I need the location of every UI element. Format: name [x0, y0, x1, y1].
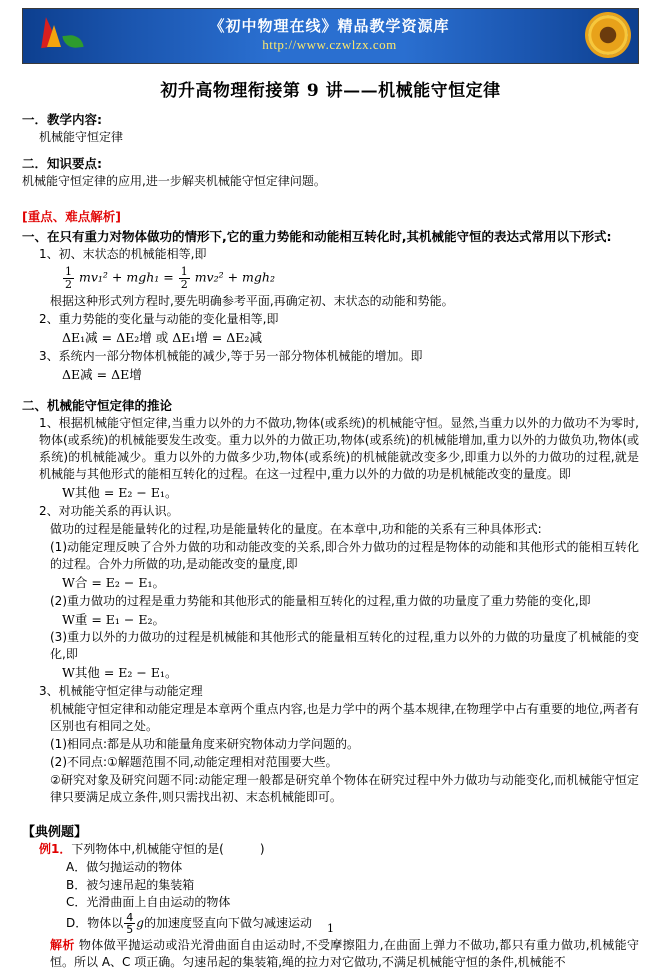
keypoint-2-p4: (1)动能定理反映了合外力做的功和动能改变的关系,即合外力做功的过程是物体的动能和其他形式的能相互转化的过程。合外力所做的功,是动能改变的量度,即	[50, 539, 639, 571]
keypoint-2-p1: 1、根据机械能守恒定律,当重力以外的力不做功,物体(或系统)的机械能守恒。显然,当重力以外的力做功不为零时,物体(或系统)的机械能要发生改变。重力以外的力做正功,物体(或系统)的机械能增加,重力以外的力做负功,物体(或系统)的机械能减少。重力以外的力做多少功,物体(或系统)的机械能就改变多少,即重力以外的力做功的过程,就是机械能与其他形式的能相互转化的过程。在这一过程中,重力以外的力做的功是机械能改变的量度。即	[39, 415, 639, 481]
keypoint-2-p11: ②研究对象及研究问题不同:动能定理一般都是研究单个物体在研究过程中外力做功与动能变化,而机械能守恒定律只要满足成立条件,则只需找出初、末态机械能即可。	[50, 773, 639, 805]
flame-inner-icon	[47, 25, 61, 47]
choice-d-g: g	[136, 916, 144, 931]
keypoint-2-p9: (1)相同点:都是从功和能量角度来研究物体动力学问题的。	[50, 737, 360, 752]
formula-equals: =	[163, 269, 174, 285]
example-question-text: 下列物体中,机械能守恒的是( )	[71, 842, 265, 857]
choice-c: C．光滑曲面上自由运动的物体	[66, 895, 231, 910]
keypoint-1-item-1: 1、初、末状态的机械能相等,即	[39, 247, 207, 262]
keypoint-2-p7: 3、机械能守恒定律与动能定理	[39, 684, 203, 699]
formula-w-total: W合 = E₂ − E₁。	[62, 574, 165, 590]
formula-right-term: mv₂² + mgh₂	[194, 269, 275, 285]
section-1-heading: 一．教学内容:	[22, 112, 102, 127]
choice-b: B．被匀速吊起的集装箱	[66, 877, 195, 892]
banner-title: 《初中物理在线》精品教学资源库	[209, 16, 450, 35]
section-2-body: 机械能守恒定律的应用,进一步解夹机械能守恒定律问题。	[22, 174, 326, 189]
keypoint-2-p10: (2)不同点:①解题范围不同,动能定理相对范围要大些。	[50, 755, 338, 770]
keypoint-2-p6: (3)重力以外的力做功的过程是机械能和其他形式的能量相互转化的过程,重力以外的力做的功量度了机械能的变化,即	[50, 630, 639, 662]
keypoint-2-p3: 做功的过程是能量转化的过程,功是能量转化的量度。在本章中,功和能的关系有三种具体形式:	[50, 521, 542, 536]
formula-w-other-1: W其他 = E₂ − E₁。	[62, 484, 178, 500]
banner-logo	[23, 9, 95, 63]
keypoint-2-heading: 二、机械能守恒定律的推论	[22, 397, 173, 413]
example-answer	[22, 937, 639, 971]
fraction-half-right: $\frac{1}{2}$	[180, 265, 188, 291]
example-question-label: 例1．	[39, 842, 72, 857]
keypoint-1-item-2: 2、重力势能的变化量与动能的变化量相等,即	[39, 312, 279, 327]
section-1-body: 机械能守恒定律	[39, 130, 124, 144]
choice-d-pre: D．物体以	[66, 916, 124, 931]
document-page	[0, 8, 661, 969]
formula-energy-change: ΔE₁减 = ΔE₂增 或 ΔE₁增 = ΔE₂减	[62, 330, 262, 346]
key-points-label: [重点、难点解析]	[22, 209, 121, 225]
example-question	[22, 841, 639, 858]
answer-text: 物体做平抛运动或沿光滑曲面自由运动时,不受摩擦阻力,在曲面上弹力不做功,都只有重力做功,机械能守恒。所以 A、C 项正确。匀速吊起的集装箱,绳的拉力对它做功,不满足机械能守恒的条件,机械能不	[50, 937, 639, 969]
leaf-icon	[62, 34, 83, 49]
section-2-heading: 二．知识要点:	[22, 156, 102, 172]
answer-label: 解析	[50, 937, 75, 952]
fraction-half-left: $\frac{1}{2}$	[65, 265, 72, 291]
fraction-four-fifths: $\frac{4}{5}$	[126, 910, 134, 937]
sunflower-icon	[588, 15, 628, 55]
choice-d-post: 的加速度竖直向下做匀减速运动	[143, 916, 312, 931]
keypoint-2-p8: 机械能守恒定律和动能定理是本章两个重点内容,也是力学中的两个基本规律,在物理学中占有重要的地位,两者有区别也有相同之处。	[50, 702, 639, 734]
formula-mechanical-energy-equal	[22, 266, 639, 290]
site-banner	[22, 8, 639, 64]
formula-system-energy: ΔE减 = ΔE增	[62, 367, 142, 383]
formula-w-other-2: W其他 = E₂ − E₁。	[62, 665, 178, 681]
banner-url[interactable]: http://www.czwlzx.com	[262, 37, 397, 53]
keypoint-1-item-1-note: 根据这种形式列方程时,要先明确参考平面,再确定初、末状态的动能和势能。	[50, 294, 454, 309]
formula-left-term: mv₁² + mgh₁	[78, 269, 160, 285]
formula-w-gravity: W重 = E₁ − E₂。	[62, 611, 165, 627]
keypoint-1-item-3: 3、系统内一部分物体机械能的减少,等于另一部分物体机械能的增加。即	[39, 349, 423, 363]
page-number: 1	[327, 922, 334, 935]
example-heading: 【典例题】	[22, 825, 88, 841]
keypoint-1-heading: 一、在只有重力对物体做功的情形下,它的重力势能和动能相互转化时,其机械能守恒的表达式常用以下形式:	[22, 229, 612, 245]
keypoint-2-p2: 2、对功能关系的再认识。	[39, 503, 179, 518]
keypoint-2-p5: (2)重力做功的过程是重力势能和其他形式的能量相互转化的过程,重力做的功量度了重力势能的变化,即	[50, 593, 591, 608]
banner-text	[95, 17, 564, 56]
banner-decoration	[564, 9, 638, 63]
page-title: 初升高物理衔接第 9 讲——机械能守恒定律	[160, 81, 501, 101]
choice-a: A．做匀抛运动的物体	[66, 860, 183, 875]
